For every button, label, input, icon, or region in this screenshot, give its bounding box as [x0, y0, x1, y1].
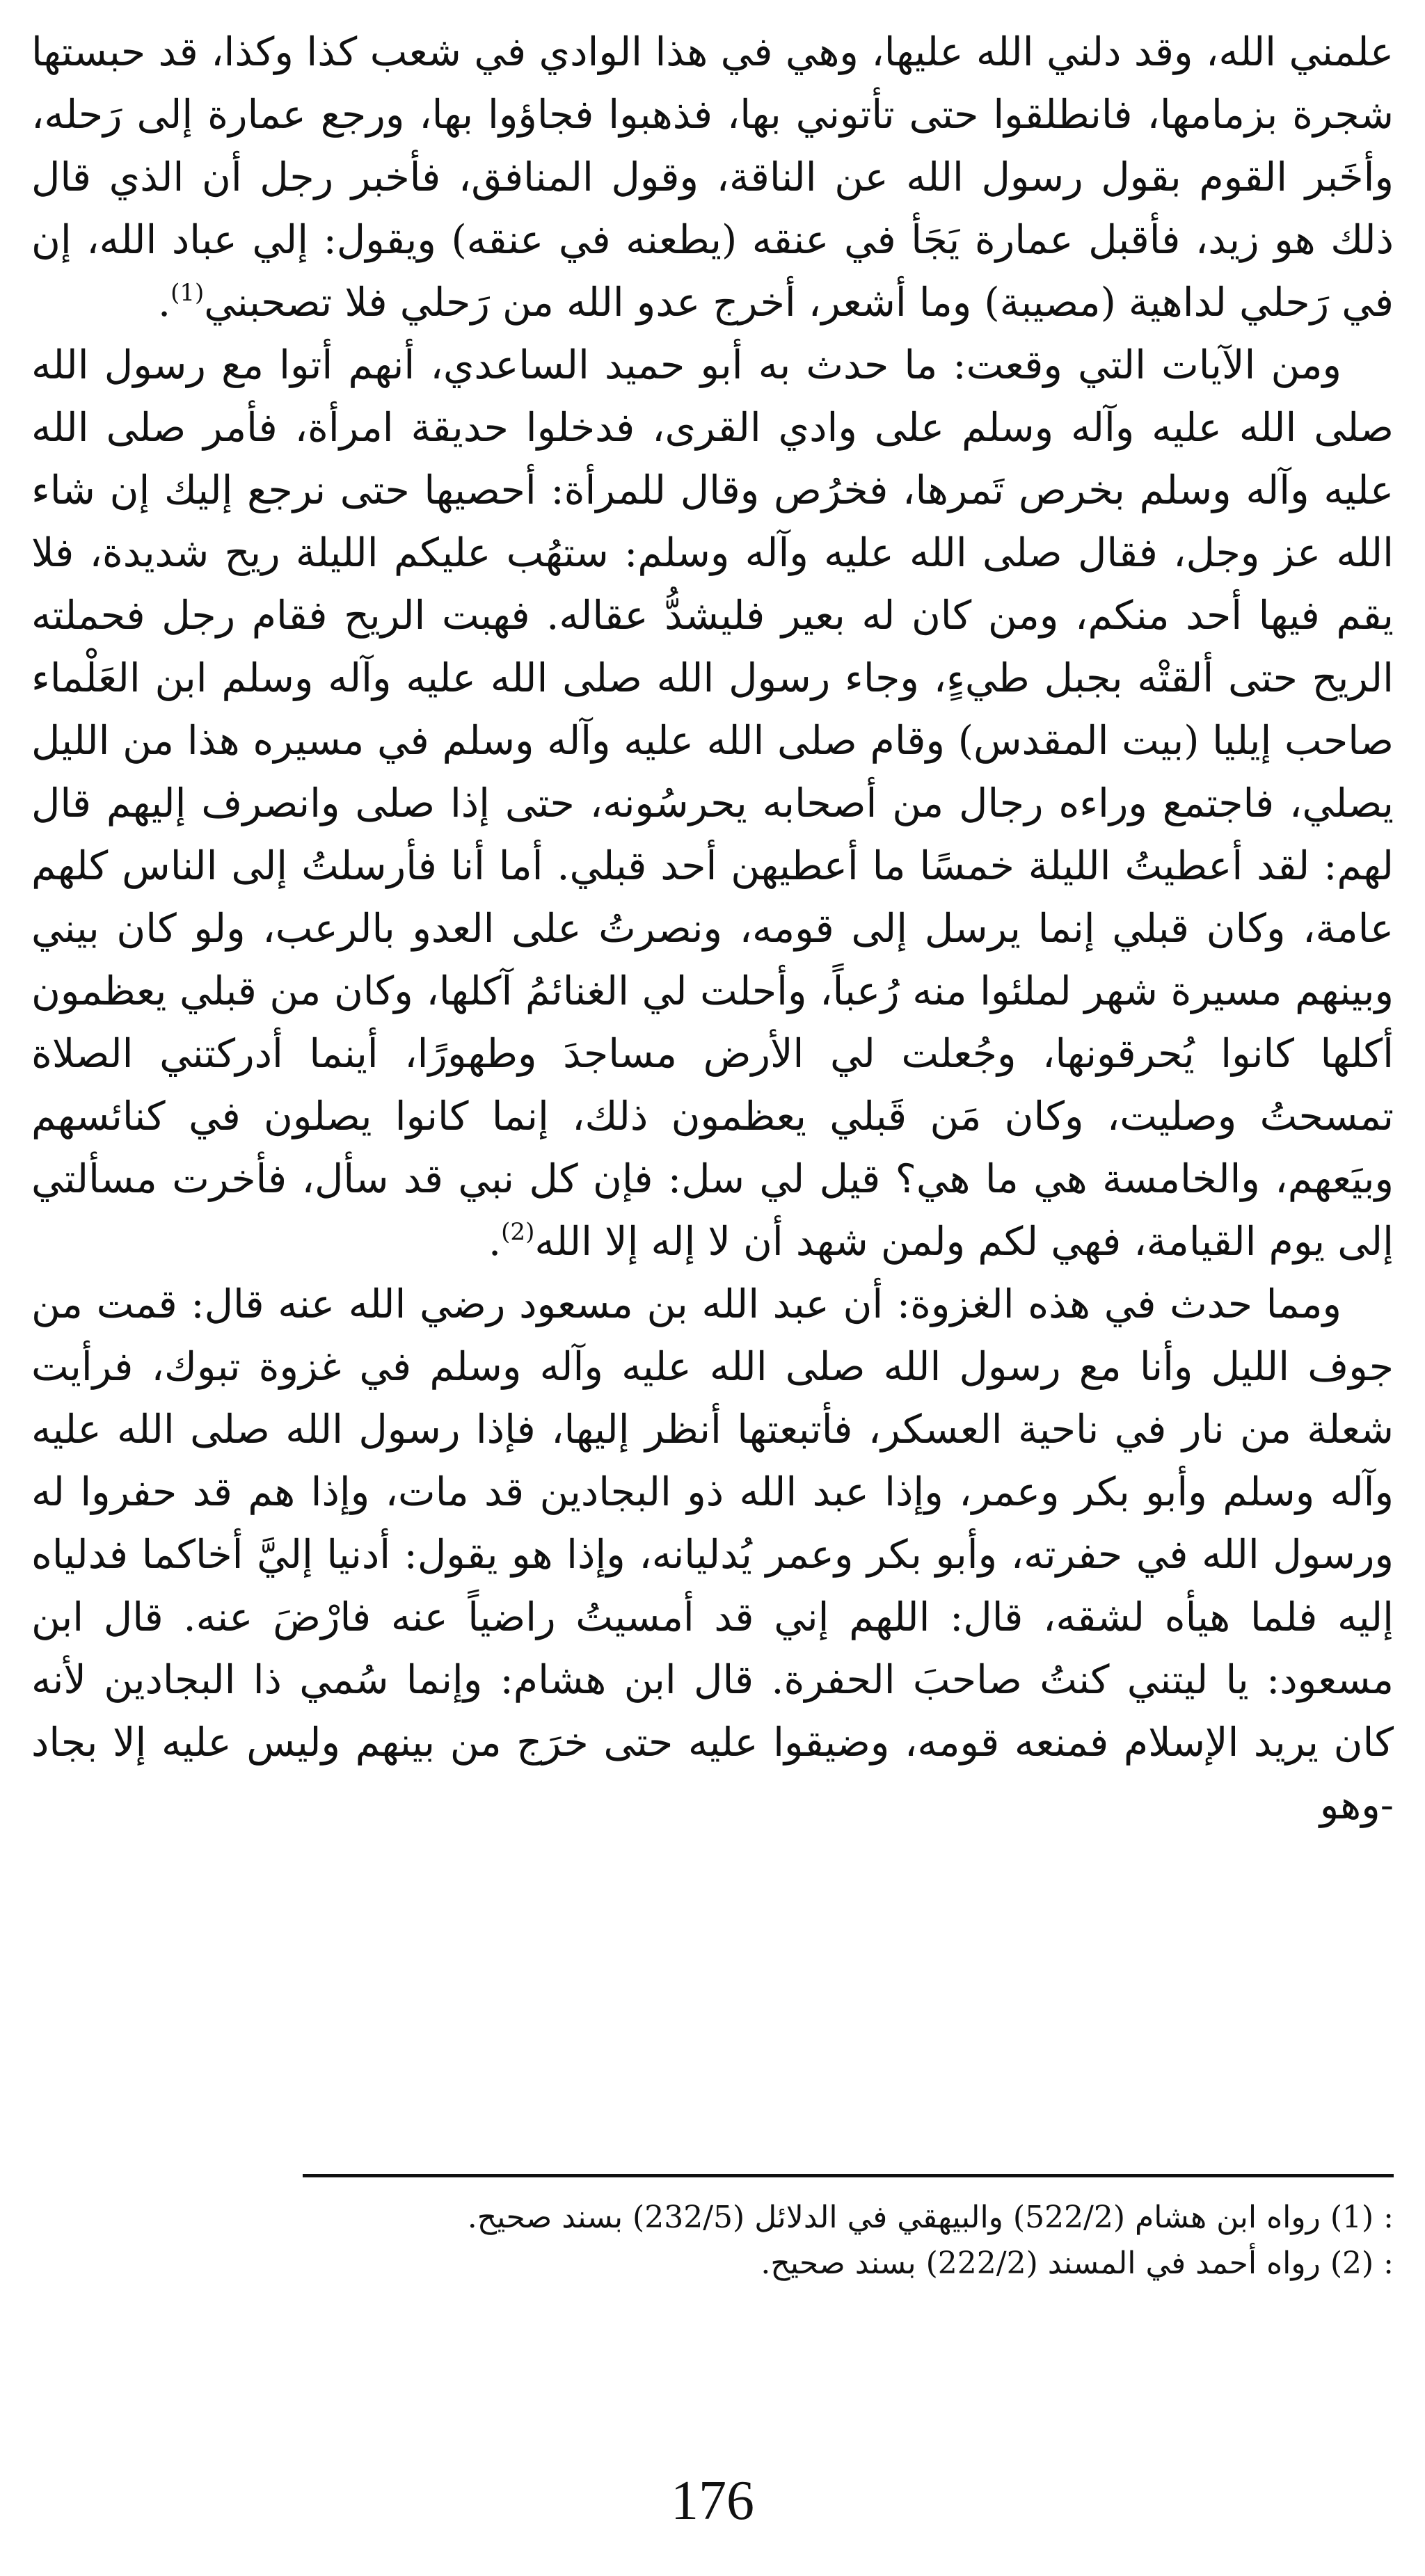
- paragraph-text: علمني الله، وقد دلني الله عليها، وهي في هذا الوادي في شعب كذا وكذا، قد حبستها شجرة بزمامها، فانطلقوا حتى تأتوني بها، فذهبوا فجاؤوا بها، ورجع عمارة إلى رَحله، وأخَبر القوم بقول رسول الله عن الناقة، وقول المنافق، فأخبر رجل أن الذي قال ذلك هو زيد، فأقبل عمارة يَجَأ في عنقه (يطعنه في عنقه) ويقول: إلي عباد الله، إن في رَحلي لداهية (مصيبة) وما أشعر، أخرج عدو الله من رَحلي فلا تصحبني: [31, 29, 1394, 326]
- footnotes-section: [31, 2195, 1394, 2287]
- footnote-text: رواه ابن هشام (522/2) والبيهقي في الدلائل (232/5) بسند صحيح.: [467, 2200, 1321, 2235]
- main-text-block: [31, 21, 1394, 1837]
- footnote: [31, 2195, 1394, 2241]
- paragraph-text: ومما حدث في هذه الغزوة: أن عبد الله بن مسعود رضي الله عنه قال: قمت من جوف الليل وأنا مع رسول الله صلى الله عليه وآله وسلم في غزوة تبوك، فرأيت شعلة من نار في ناحية العسكر، فأتبعتها أنظر إليها، فإذا رسول الله صلى الله عليه وآله وسلم وأبو بكر وعمر، وإذا عبد الله ذو البجادين قد مات، وإذا هم قد حفروا له ورسول الله في حفرته، وأبو بكر وعمر يُدليانه، وإذا هو يقول: أدنيا إليَّ أخاكما فدلياه إليه فلما هيأه لشقه، قال: اللهم إني قد أمسيتُ راضياً عنه فارْضَ عنه. قال ابن مسعود: يا ليتني كنتُ صاحبَ الحفرة. قال ابن هشام: وإنما سُمي ذا البجادين لأنه كان يريد الإسلام فمنعه قومه، وضيقوا عليه حتى خرَج من بينهم وليس عليه إلا بجاد -وهو: [31, 1281, 1394, 1828]
- page-number: 176: [671, 2470, 754, 2531]
- footnote-reference[interactable]: (1): [170, 279, 205, 307]
- footnote-reference[interactable]: (2): [501, 1218, 535, 1246]
- footnote-marker: (2) :: [1330, 2246, 1394, 2281]
- body-paragraph: [31, 334, 1394, 1273]
- body-paragraph: [31, 1273, 1394, 1837]
- footnote-marker: (1) :: [1330, 2200, 1394, 2235]
- body-paragraph: [31, 21, 1394, 334]
- paragraph-text: ومن الآيات التي وقعت: ما حدث به أبو حميد الساعدي، أنهم أتوا مع رسول الله صلى الله عليه وآله وسلم على وادي القرى، فدخلوا حديقة امرأة، فأمر صلى الله عليه وآله وسلم بخرص تَمرها، فخرُص وقال للمرأة: أحصيها حتى نرجع إليك إن شاء الله عز وجل، فقال صلى الله عليه وآله وسلم: ستهُب عليكم الليلة ريح شديدة، فلا يقم فيها أحد منكم، ومن كان له بعير فليشدُّ عقاله. فهبت الريح فقام رجل فحملته الريح حتى ألقتْه بجبل طيءٍ، وجاء رسول الله صلى الله عليه وآله وسلم ابن العَلْماء صاحب إيليا (بيت المقدس) وقام صلى الله عليه وآله وسلم في مسيره هذا من الليل يصلي، فاجتمع وراءه رجال من أصحابه يحرسُونه، حتى إذا صلى وانصرف إليهم قال لهم: لقد أعطيتُ الليلة خمسًا ما أعطيهن أحد قبلي. أما أنا فأرسلتُ إلى الناس كلهم عامة، وكان قبلي إنما يرسل إلى قومه، ونصرتُ على العدو بالرعب، ولو كان بيني وبينهم مسيرة شهر لملئوا منه رُعباً، وأحلت لي الغنائمُ آكلها، وكان من قبلي يعظمون أكلها كانوا يُحرقونها، وجُعلت لي الأرض مساجدَ وطهورًا، أينما أدركتني الصلاة تمسحتُ وصليت، وكان مَن قَبلي يعظمون ذلك، إنما كانوا يصلون في كنائسهم وبيَعهم، والخامسة هي ما هي؟ قيل لي سل: فإن كل نبي قد سأل، فأخرت مسألتي إلى يوم القيامة، فهي لكم ولمن شهد أن لا إله إلا الله: [31, 342, 1394, 1265]
- footnote-separator: [303, 2174, 1394, 2177]
- footnote: [31, 2241, 1394, 2287]
- footnote-text: رواه أحمد في المسند (222/2) بسند صحيح.: [761, 2246, 1321, 2281]
- paragraph-end-punctuation: .: [488, 1219, 502, 1265]
- paragraph-end-punctuation: .: [157, 280, 171, 326]
